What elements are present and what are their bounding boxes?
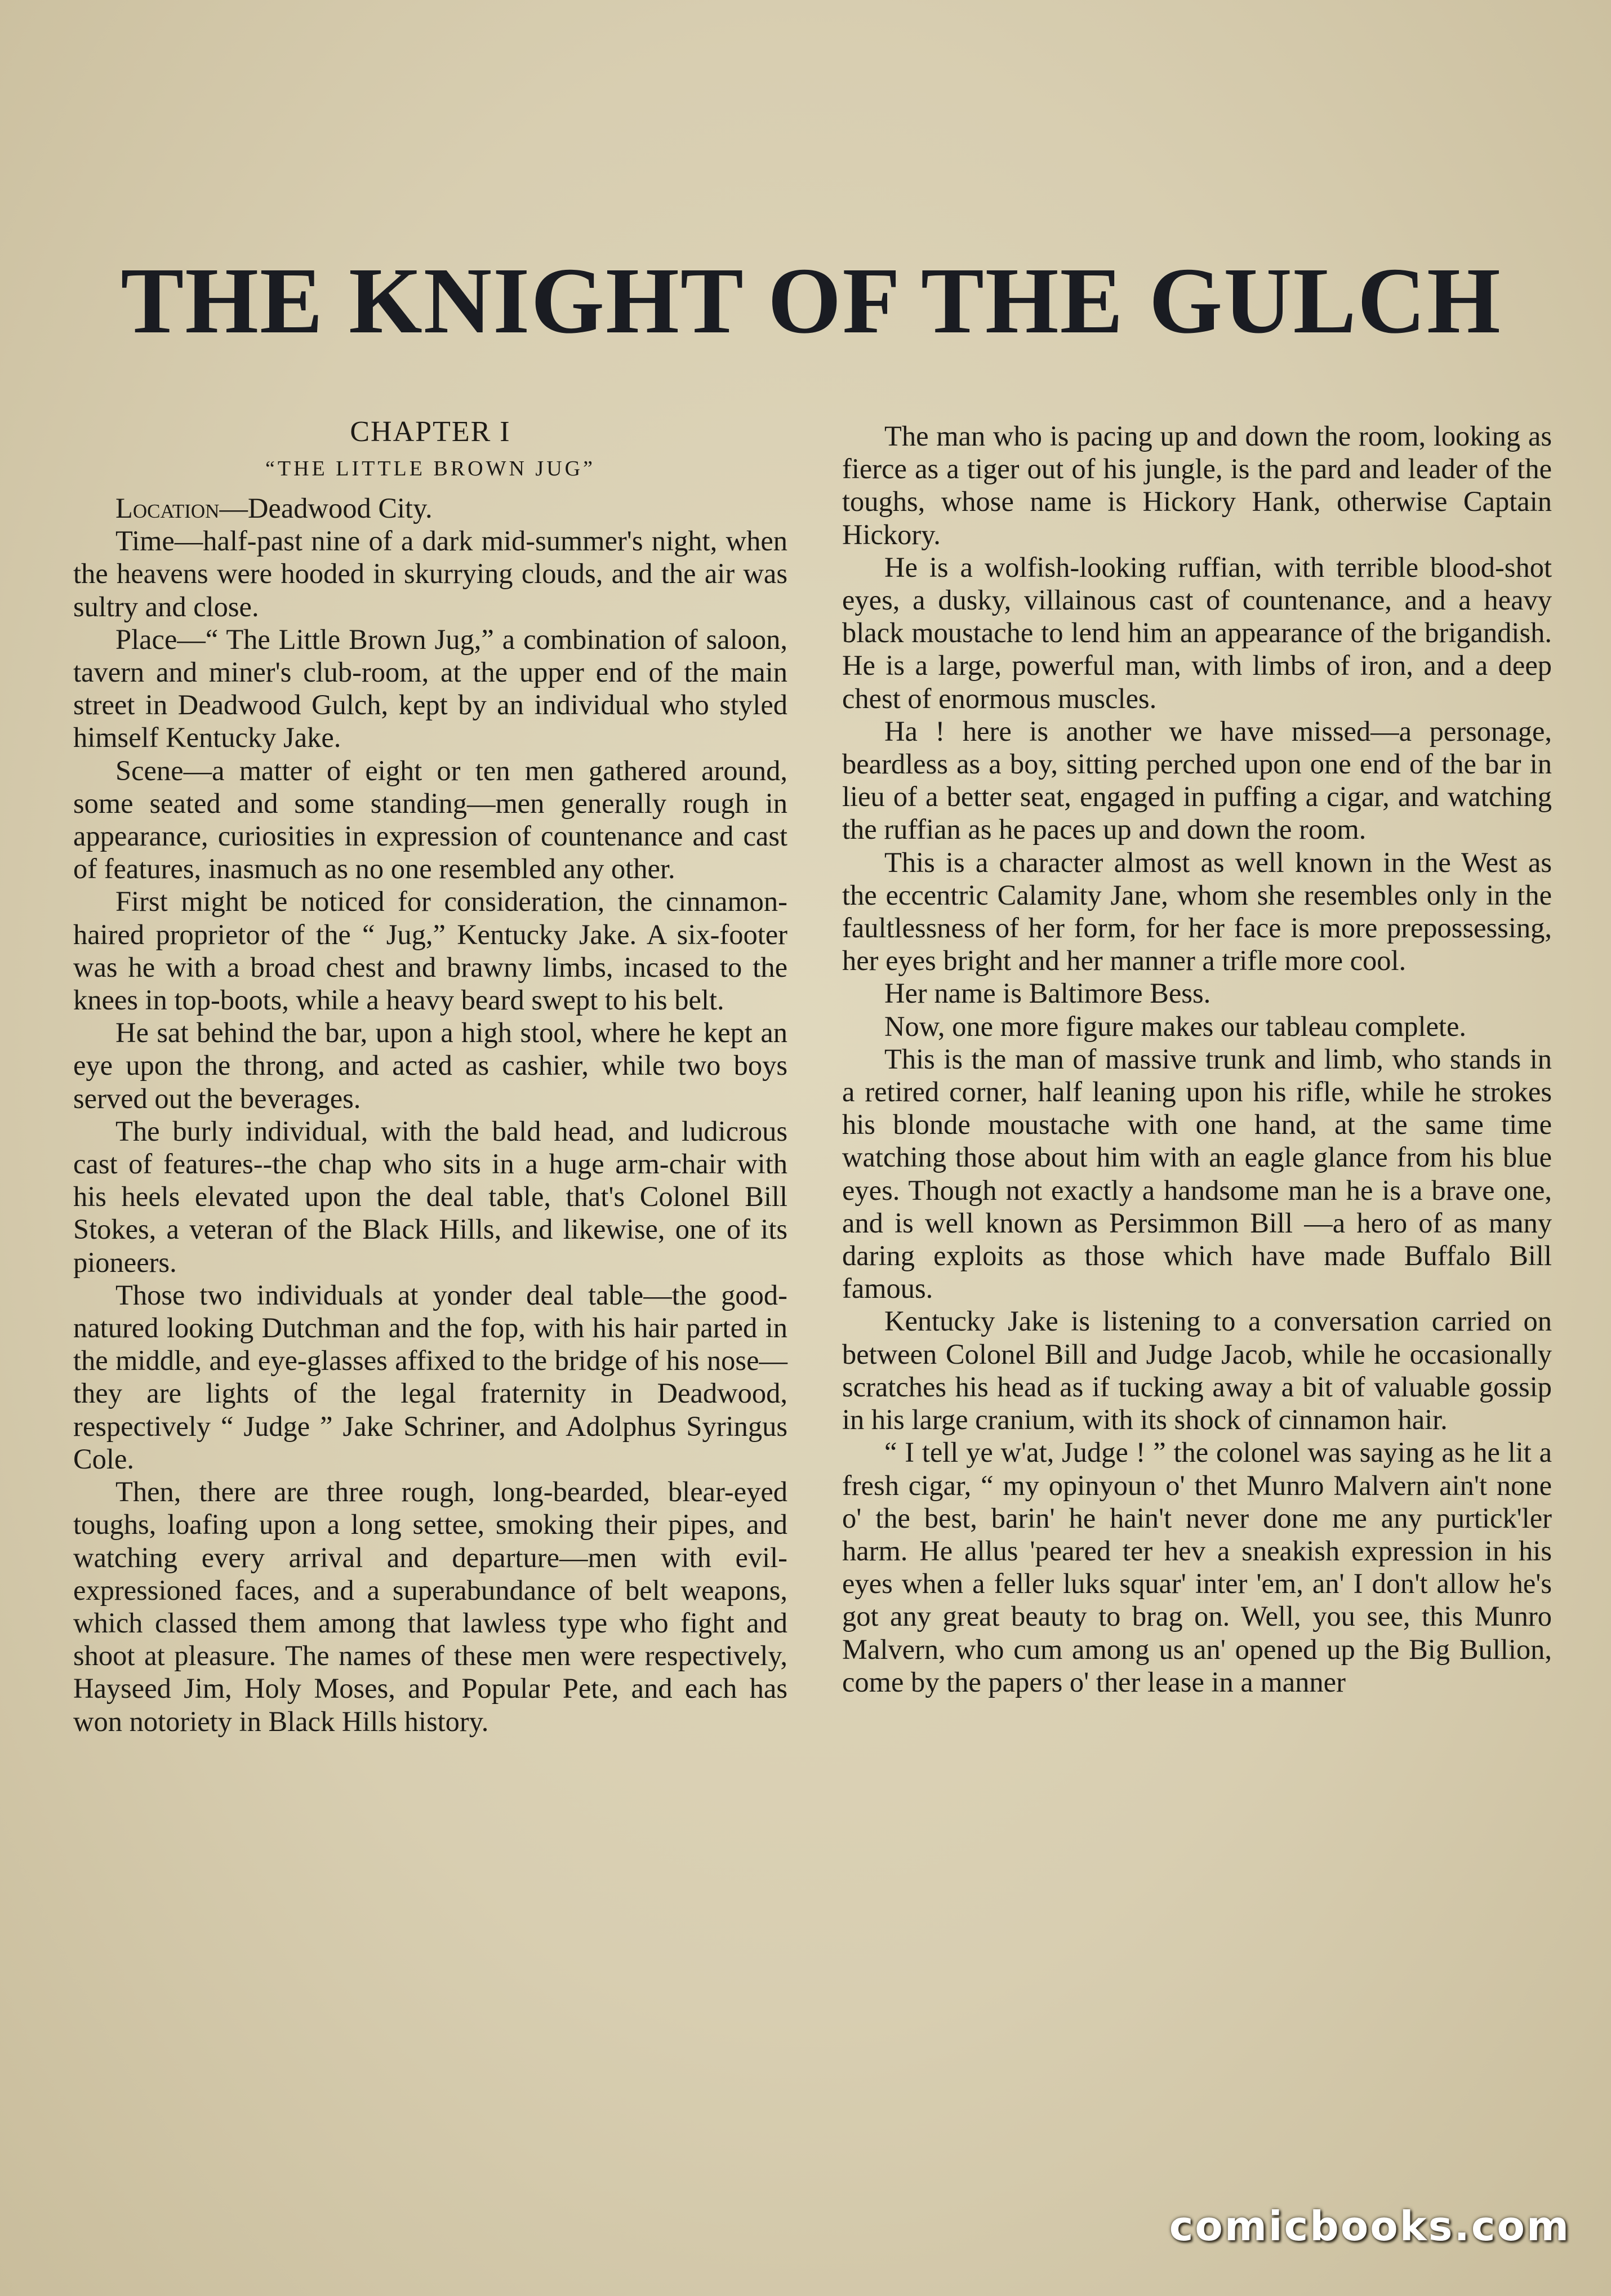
paragraph: Place—“ The Little Brown Jug,” a combination of saloon, tavern and miner's club-room, at the upper end of the main street in Deadwood Gulch, kept by an individual who styled himself Kentucky Jake.	[73, 623, 787, 754]
paragraph: Now, one more figure makes our tableau complete.	[884, 1010, 1467, 1042]
paragraph: “ I tell ye w'at, Judge ! ” the colonel was saying as he lit a fresh cigar, “ my opinyoun o' thet Munro Malvern ain't none o' the best, barin' he hain't never done me any purtick'ler harm. He allus 'peared ter hev a sneakish expression in his eyes when a feller luks squar' inter 'em, an' I don't allow he's got any great beauty to brag on. Well, you see, this Munro Malvern, who cum among us an' opened up the Big Bullion, come by the papers o' ther lease in a manner	[842, 1436, 1552, 1698]
paragraph: Then, there are three rough, long-bearded, blear-eyed toughs, loafing upon a long settee, smoking their pipes, and watching every arrival and departure—men with evil-expressioned faces, and a superabundance of belt weapons, which classed them among that lawless type who fight and shoot at pleasure. The names of these men were respectively, Hayseed Jim, Holy Moses, and Popular Pete, and each has won notoriety in Black Hills history.	[73, 1476, 787, 1737]
paragraph: Kentucky Jake is listening to a conversation carried on between Colonel Bill and Judge Jacob, while he occasionally scratches his head as if tucking away a bit of valuable gossip in his large cranium, with its shock of cinnamon hair.	[842, 1305, 1552, 1436]
location-text: —Deadwood City.	[219, 492, 433, 524]
left-column	[73, 414, 787, 1738]
paragraph: Her name is Baltimore Bess.	[884, 977, 1211, 1009]
chapter-heading: CHAPTER I	[350, 416, 511, 448]
paragraph: Time—half-past nine of a dark mid-summer's night, when the heavens were hooded in skurrying clouds, and the air was sultry and close.	[73, 525, 787, 622]
paragraph: He is a wolfish-looking ruffian, with terrible blood-shot eyes, a dusky, villainous cast of countenance, and a heavy black moustache to lend him an appearance of the brigandish. He is a large, powerful man, with limbs of iron, and a deep chest of enormous muscles.	[842, 551, 1552, 714]
paragraph: He sat behind the bar, upon a high stool, where he kept an eye upon the throng, and acted as cashier, while two boys served out the beverages.	[73, 1017, 787, 1114]
location-paragraph	[73, 492, 787, 524]
paragraph: This is a character almost as well known in the West as the eccentric Calamity Jane, whom she resembles only in the faultlessness of her form, for her face is more prepossessing, her eyes bright and her manner a trifle more cool.	[842, 846, 1552, 977]
chapter-subtitle: “THE LITTLE BROWN JUG”	[265, 457, 595, 480]
right-column	[842, 420, 1552, 1698]
paragraph: Scene—a matter of eight or ten men gathered around, some seated and some standing—men generally rough in appearance, curiosities in expression of countenance and cast of features, inasmuch as no one resembled any other.	[73, 754, 787, 885]
paragraph: Ha ! here is another we have missed—a personage, beardless as a boy, sitting perched upon one end of the bar in lieu of a better seat, engaged in puffing a cigar, and watching the ruffian as he paces up and down the room.	[842, 715, 1552, 846]
paragraph: Those two individuals at yonder deal table—the good-natured looking Dutchman and the fop, with his hair parted in the middle, and eye-glasses affixed to the bridge of his nose—they are lights of the legal fraternity in Deadwood, respectively “ Judge ” Jake Schriner, and Adolphus Syringus Cole.	[73, 1279, 787, 1475]
paragraph: The man who is pacing up and down the room, looking as fierce as a tiger out of his jungle, is the pard and leader of the toughs, whose name is Hickory Hank, otherwise Captain Hickory.	[842, 420, 1552, 550]
story-title: THE KNIGHT OF THE GULCH	[121, 248, 1502, 353]
site-watermark: comicbooks.com	[1169, 2202, 1570, 2250]
paragraph: The burly individual, with the bald head, and ludicrous cast of features--the chap who sits in a huge arm-chair with his heels elevated upon the deal table, that's Colonel Bill Stokes, a veteran of the Black Hills, and likewise, one of its pioneers.	[73, 1115, 787, 1278]
location-label: Location	[115, 492, 220, 524]
paragraph: This is the man of massive trunk and limb, who stands in a retired corner, half leaning upon his rifle, while he strokes his blonde moustache with one hand, at the same time watching those about him with an eagle glance from his blue eyes. Though not exactly a handsome man he is a brave one, and is well known as Persimmon Bill —a hero of as many daring exploits as those which have made Buffalo Bill famous.	[842, 1043, 1552, 1305]
paragraph: First might be noticed for consideration, the cinnamon-haired proprietor of the “ Jug,” Kentucky Jake. A six-footer was he with a broad chest and brawny limbs, incased to the knees in top-boots, while a heavy beard swept to his belt.	[73, 886, 787, 1016]
